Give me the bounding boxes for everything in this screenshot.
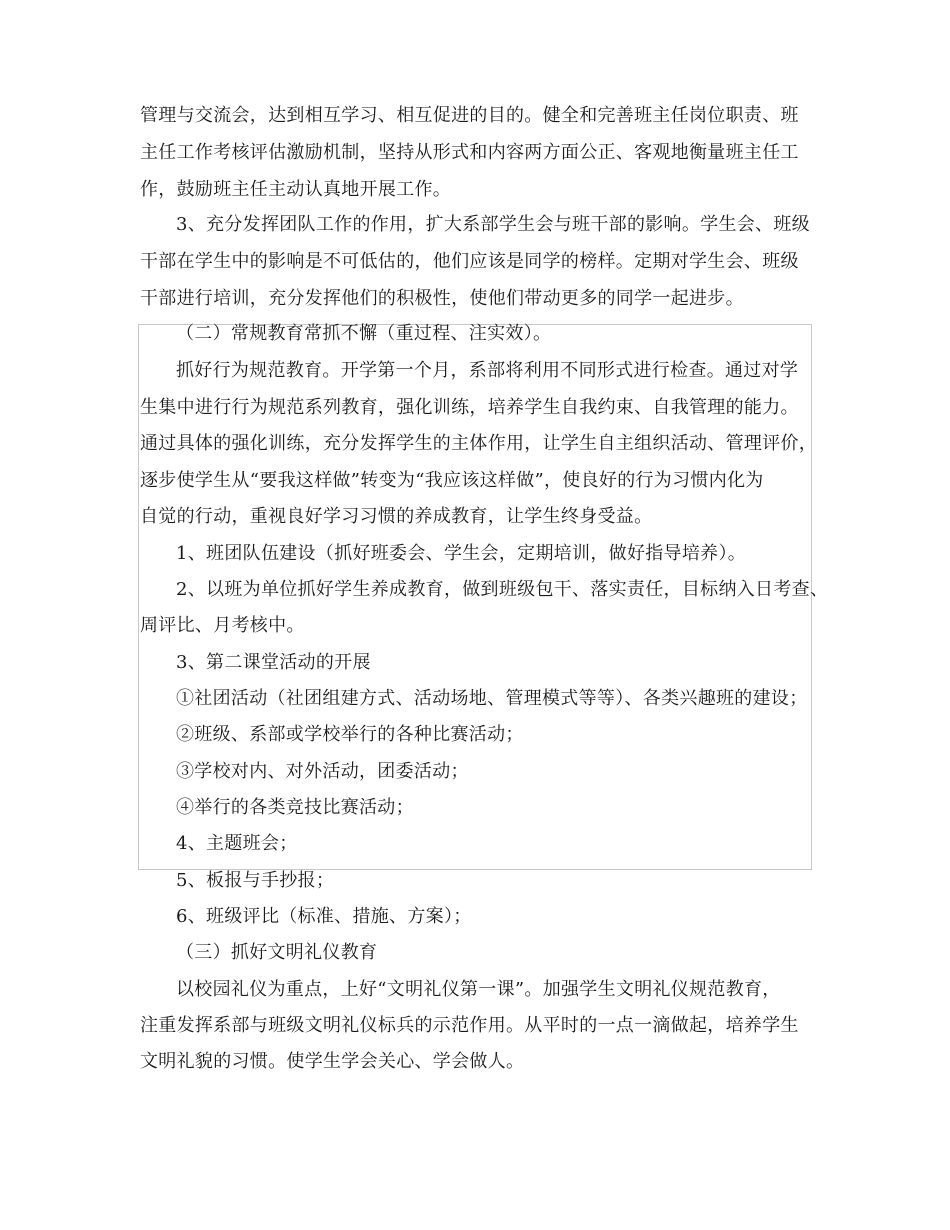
- sub-list-item: ①社团活动（社团组建方式、活动场地、管理模式等等）、各类兴趣班的建设；: [176, 688, 808, 709]
- section-heading: （二）常规教育常抓不懈（重过程、注实效）。: [176, 323, 552, 344]
- list-item: 6、班级评比（标准、措施、方案）；: [176, 906, 472, 927]
- paragraph-line: 抓好行为规范教育。开学第一个月，系部将利用不同形式进行检查。通过对学: [176, 360, 799, 381]
- paragraph-line: 管理与交流会，达到相互学习、相互促进的目的。健全和完善班主任岗位职责、班: [140, 105, 799, 126]
- sub-list-item: ③学校对内、对外活动，团委活动；: [176, 761, 469, 782]
- paragraph-line: 主任工作考核评估激励机制，坚持从形式和内容两方面公正、客观地衡量班主任工: [140, 142, 799, 163]
- paragraph-line: 生集中进行行为规范系列教育，强化训练，培养学生自我约束、自我管理的能力。: [140, 397, 799, 418]
- list-item: 周评比、月考核中。: [140, 615, 305, 636]
- paragraph-line: 干部在学生中的影响是不可低估的，他们应该是同学的榜样。定期对学生会、班级: [140, 251, 799, 272]
- list-item: 4、主题班会；: [176, 833, 298, 854]
- list-item: 3、第二课堂活动的开展: [176, 652, 371, 673]
- section-heading: （三）抓好文明礼仪教育: [176, 942, 378, 963]
- paragraph-line: 自觉的行动，重视良好学习习惯的养成教育，让学生终身受益。: [140, 506, 653, 527]
- paragraph-line: 作，鼓励班主任主动认真地开展工作。: [140, 179, 452, 200]
- paragraph-line: 文明礼貌的习惯。使学生学会关心、学会做人。: [140, 1051, 525, 1072]
- paragraph-line: 3、充分发挥团队工作的作用，扩大系部学生会与班干部的影响。学生会、班级: [176, 214, 810, 235]
- list-item: 2、以班为单位抓好学生养成教育，做到班级包干、落实责任，目标纳入日考查、: [176, 579, 829, 600]
- paragraph-line: 通过具体的强化训练，充分发挥学生的主体作用，让学生自主组织活动、管理评价，: [140, 433, 818, 454]
- sub-list-item: ②班级、系部或学校举行的各种比赛活动；: [176, 724, 524, 745]
- list-item: 5、板报与手抄报；: [176, 870, 335, 891]
- sub-list-item: ④举行的各类竞技比赛活动；: [176, 797, 414, 818]
- paragraph-line: 逐步使学生从“要我这样做”转变为“我应该这样做”，使良好的行为习惯内化为: [140, 470, 764, 491]
- paragraph-line: 以校园礼仪为重点，上好“文明礼仪第一课”。加强学生文明礼仪规范教育，: [176, 979, 781, 1000]
- paragraph-line: 注重发挥系部与班级文明礼仪标兵的示范作用。从平时的一点一滴做起，培养学生: [140, 1015, 799, 1036]
- paragraph-line: 干部进行培训，充分发挥他们的积极性，使他们带动更多的同学一起进步。: [140, 288, 744, 309]
- list-item: 1、班团队伍建设（抓好班委会、学生会，定期培训，做好指导培养）。: [176, 543, 747, 564]
